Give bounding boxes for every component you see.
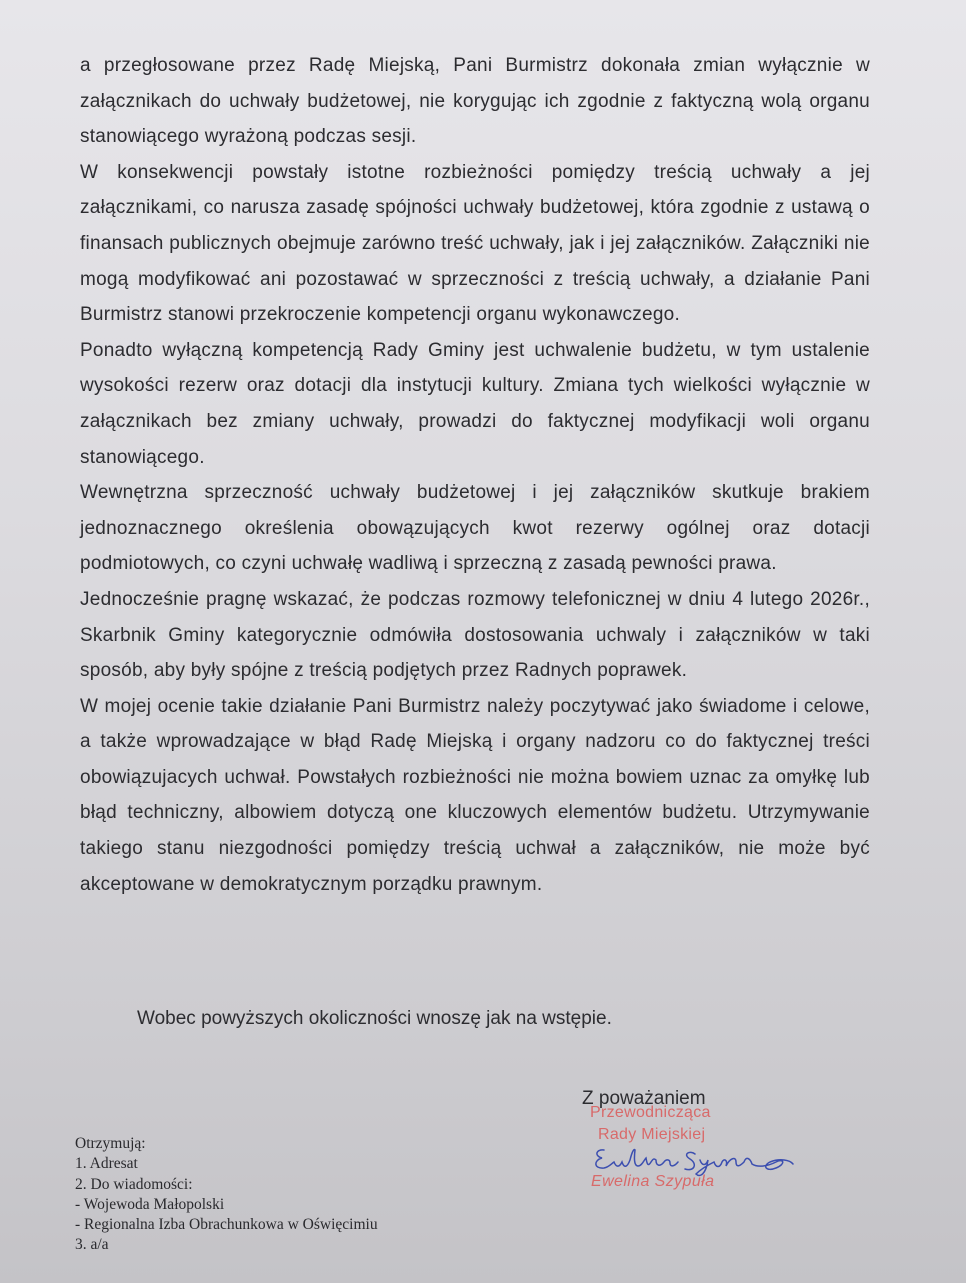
signature-block bbox=[580, 1088, 800, 1198]
signature-greeting: Z poważaniem bbox=[582, 1088, 706, 1109]
recipient-item: - Regionalna Izba Obrachunkowa w Oświęcimiu bbox=[75, 1216, 378, 1234]
paragraph: W mojej ocenie takie działanie Pani Burmistrz należy poczytywać jako świadome i celowe, a także wprowadzające w błąd Radę Miejską i organy nadzoru co do faktycznej treści obowiązujacych uchwał. Powstałych rozbieżności nie można bowiem uznac za omyłkę lub błąd techniczny, albowiem dotyczą one kluczowych elementów budżetu. Utrzymywanie takiego stanu niezgodności pomiędzy treścią uchwał a załączników, nie może być akceptowane w demokratycznym porządku prawnym. bbox=[80, 695, 870, 895]
stamp-title: Przewodnicząca bbox=[590, 1104, 711, 1121]
stamp-council: Rady Miejskiej bbox=[598, 1126, 706, 1143]
recipients-list bbox=[75, 1134, 378, 1256]
recipient-item: - Wojewoda Małopolski bbox=[75, 1195, 225, 1213]
recipient-item: 2. Do wiadomości: bbox=[75, 1175, 193, 1193]
paragraph: Ponadto wyłączną kompetencją Rady Gminy jest uchwalenie budżetu, w tym ustalenie wysokości rezerw oraz dotacji dla instytucji kultury. Zmiana tych wielkości wyłącznie w załącznikach bez zmiany uchwały, prowadzi do faktycznej modyfikacji woli organu stanowiącego. bbox=[80, 339, 870, 468]
recipient-item: 1. Adresat bbox=[75, 1155, 138, 1173]
paragraph: Jednocześnie pragnę wskazać, że podczas rozmowy telefonicznej w dniu 4 lutego 2026r., Skarbnik Gminy kategorycznie odmówiła dostosowania uchwaly i załączników w taki sposób, aby były spójne z treścią podjętych przez Radnych poprawek. bbox=[80, 588, 870, 682]
paragraph: Wewnętrzna sprzeczność uchwały budżetowej i jej załączników skutkuje brakiem jednoznacznego określenia obowązujących kwot rezerwy ogólnej oraz dotacji podmiotowych, co czyni uchwałę wadliwą i sprzeczną z zasadą pewności prawa. bbox=[80, 482, 870, 575]
recipients-heading: Otrzymują: bbox=[75, 1135, 146, 1152]
stamp-name: Ewelina Szypuła bbox=[591, 1173, 715, 1190]
letter-body bbox=[80, 48, 870, 902]
paragraph: W konsekwencji powstały istotne rozbieżności pomiędzy treścią uchwały a jej załącznikami, co narusza zasadę spójności uchwały budżetowej, która zgodnie z ustawą o finansach publicznych obejmuje zarówno treść uchwały, jak i jej załączników. Załączniki nie mogą modyfikować ani pozostawać w sprzeczności z treścią uchwały, a działanie Pani Burmistrz stanowi przekroczenie kompetencji organu wykonawczego. bbox=[80, 161, 870, 326]
closing-statement: Wobec powyższych okoliczności wnoszę jak na wstępie. bbox=[137, 1008, 612, 1029]
paragraph: a przegłosowane przez Radę Miejską, Pani Burmistrz dokonała zmian wyłącznie w załącznikach do uchwały budżetowej, nie korygując ich zgodnie z faktyczną wolą organu stanowiącego wyrażoną podczas sesji. bbox=[80, 55, 870, 148]
recipient-item: 3. a/a bbox=[75, 1236, 109, 1254]
